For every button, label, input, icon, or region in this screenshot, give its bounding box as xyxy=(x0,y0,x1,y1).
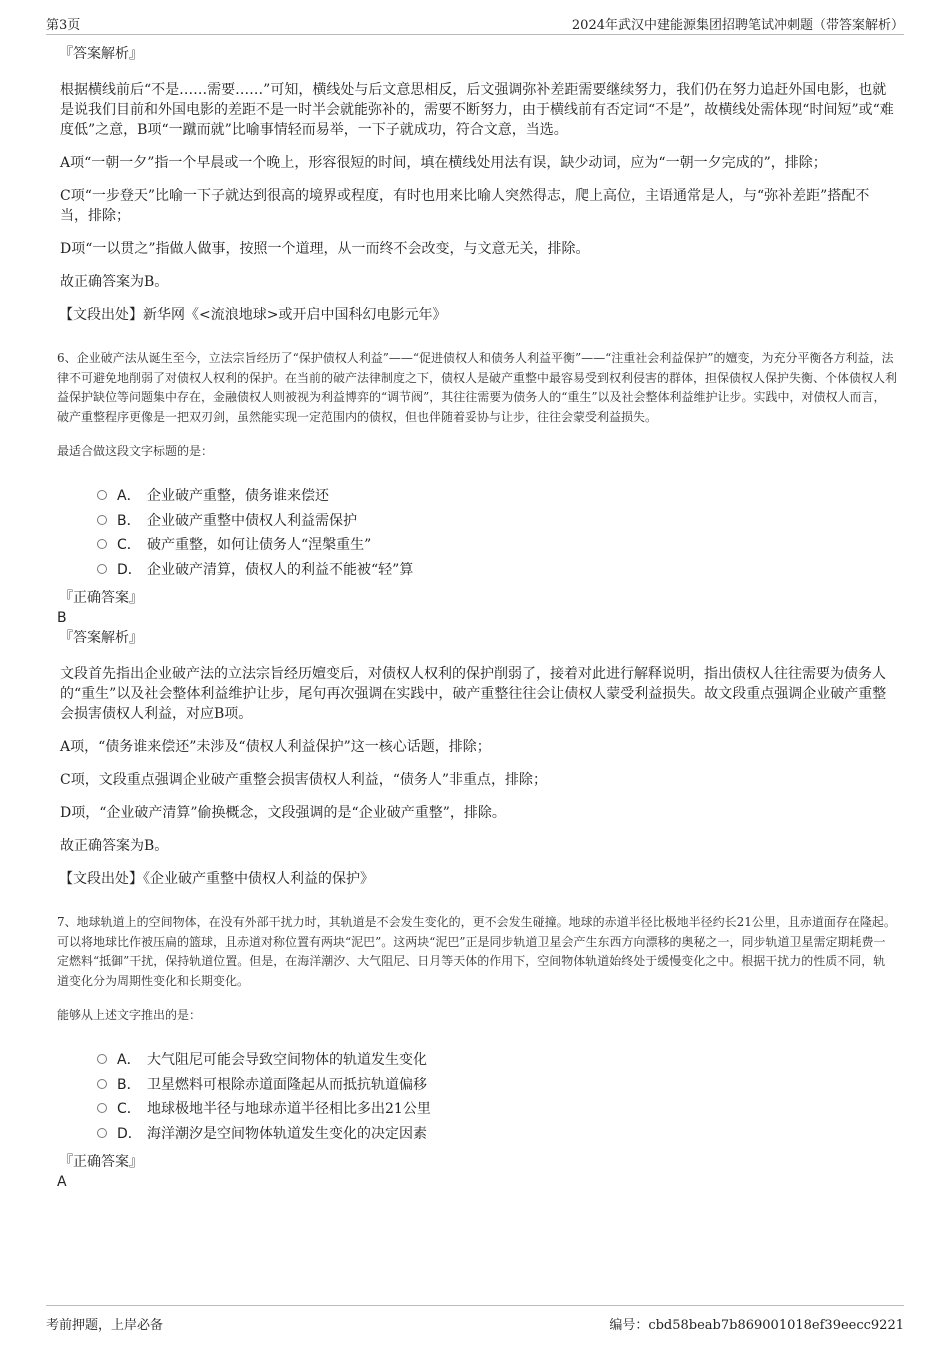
question-7 xyxy=(57,913,897,1192)
option-a[interactable] xyxy=(97,484,897,509)
footer-slogan: 考前押题，上岸必备 xyxy=(46,1318,164,1333)
analysis-paragraph: A项，“债务谁来偿还”未涉及“债权人利益保护”这一核心话题，排除； xyxy=(60,739,491,755)
analysis-label: 『答案解析』 xyxy=(59,46,143,62)
correct-answer-label: 『正确答案』 xyxy=(59,590,143,606)
question-prompt: 能够从上述文字推出的是： xyxy=(57,1008,202,1022)
correct-answer-label: 『正确答案』 xyxy=(59,1154,143,1170)
analysis-conclusion: 故正确答案为B。 xyxy=(60,274,169,290)
option-letter: C． xyxy=(117,1101,141,1117)
analysis-conclusion: 故正确答案为B。 xyxy=(60,838,169,854)
document-title: 2024年武汉中建能源集团招聘笔试冲刺题（带答案解析） xyxy=(571,18,904,33)
radio-button-icon[interactable] xyxy=(97,539,107,549)
option-letter: A． xyxy=(117,1052,141,1068)
analysis-label: 『答案解析』 xyxy=(59,630,143,646)
option-c[interactable] xyxy=(97,533,897,558)
page-number: 第3页 xyxy=(46,18,81,33)
option-d[interactable] xyxy=(97,1122,897,1147)
analysis-paragraph: C项“一步登天”比喻一下子就达到很高的境界或程度，有时也用来比喻人突然得志，爬上高位，主语通常是人，与“弥补差距”搭配不当，排除； xyxy=(60,188,870,224)
question-prompt: 最适合做这段文字标题的是： xyxy=(57,444,214,458)
analysis-paragraph: C项，文段重点强调企业破产重整会损害债权人利益，“债务人”非重点，排除； xyxy=(60,772,548,788)
option-text: 卫星燃料可根除赤道面隆起从而抵抗轨道偏移 xyxy=(147,1076,427,1093)
option-b[interactable] xyxy=(97,509,897,534)
option-text: 地球极地半径与地球赤道半径相比多出21公里 xyxy=(147,1101,431,1117)
radio-button-icon[interactable] xyxy=(97,1128,107,1138)
option-text: 企业破产重整中债权人利益需保护 xyxy=(147,512,357,529)
option-letter: A． xyxy=(117,488,141,504)
option-c[interactable] xyxy=(97,1097,897,1122)
radio-button-icon[interactable] xyxy=(97,564,107,574)
source-citation: 【文段出处】《企业破产重整中债权人利益的保护》 xyxy=(59,871,374,887)
radio-button-icon[interactable] xyxy=(97,1079,107,1089)
radio-button-icon[interactable] xyxy=(97,1054,107,1064)
page-content xyxy=(57,44,897,1192)
option-letter: B． xyxy=(117,512,141,529)
question-text: 6、企业破产法从诞生至今，立法宗旨经历了“保护债权人利益”——“促进债权人和债务人利益平衡”——“注重社会利益保护”的嬗变，为充分平衡各方利益，法律不可避免地削弱了对债权人权利的保护。在当前的破产法律制度之下，债权人是破产重整中最容易受到权利侵害的群体，担保债权人保护失衡、个体债权人利益保护缺位等问题集中存在，金融债权人则被视为利益博弈的“调节阀”，其往往需要为债务人的“重生”以及社会整体利益维护让步。实践中，对债权人而言，破产重整程序更像是一把双刃剑，虽然能实现一定范围内的债权，但也伴随着妥协与让步，往往会蒙受利益损失。 xyxy=(57,351,898,424)
page-footer xyxy=(46,1305,904,1336)
analysis-paragraph: 根据横线前后“不是……需要……”可知，横线处与后文意思相反，后文强调弥补差距需要继续努力，我们仍在努力追赶外国电影，也就是说我们目前和外国电影的差距不是一时半会就能弥补的，需要不断努力，由于横线前有否定词“不是”，故横线处需体现“时间短”或“难度低”之意，B项“一蹴而就”比喻事情轻而易举，一下子就成功，符合文意，当选。 xyxy=(60,82,894,138)
document-code: 编号：cbd58beab7b869001018ef39eecc9221 xyxy=(609,1318,904,1333)
option-text: 企业破产清算，债权人的利益不能被“轻”算 xyxy=(147,561,414,578)
option-letter: B． xyxy=(117,1076,141,1093)
option-text: 大气阻尼可能会导致空间物体的轨道发生变化 xyxy=(147,1052,427,1068)
option-letter: D． xyxy=(117,1125,142,1142)
option-letter: D． xyxy=(117,561,142,578)
radio-button-icon[interactable] xyxy=(97,490,107,500)
option-b[interactable] xyxy=(97,1073,897,1098)
analysis-paragraph: 文段首先指出企业破产法的立法宗旨经历嬗变后，对债权人权利的保护削弱了，接着对此进行解释说明，指出债权人往往需要为债务人的“重生”以及社会整体利益维护让步，尾句再次强调在实践中，破产重整往往会让债权人蒙受利益损失。故文段重点强调企业破产重整会损害债权人利益，对应B项。 xyxy=(60,666,887,722)
option-d[interactable] xyxy=(97,558,897,583)
option-text: 破产重整，如何让债务人“涅槃重生” xyxy=(147,537,372,553)
analysis-paragraph: D项，“企业破产清算”偷换概念，文段强调的是“企业破产重整”，排除。 xyxy=(60,805,506,821)
analysis-paragraph: A项“一朝一夕”指一个早晨或一个晚上，形容很短的时间，填在横线处用法有误，缺少动词，应为“一朝一夕完成的”，排除； xyxy=(60,155,827,171)
radio-button-icon[interactable] xyxy=(97,515,107,525)
option-a[interactable] xyxy=(97,1048,897,1073)
question-6 xyxy=(57,349,897,889)
option-list xyxy=(97,484,897,582)
page-header xyxy=(46,12,904,35)
prev-question-analysis xyxy=(57,44,897,325)
source-citation: 【文段出处】新华网《<流浪地球>或开启中国科幻电影元年》 xyxy=(59,307,447,323)
correct-answer-value: B xyxy=(57,610,67,626)
correct-answer-value: A xyxy=(57,1174,67,1190)
option-letter: C． xyxy=(117,537,141,553)
radio-button-icon[interactable] xyxy=(97,1103,107,1113)
option-text: 企业破产重整，债务谁来偿还 xyxy=(147,488,329,504)
option-text: 海洋潮汐是空间物体轨道发生变化的决定因素 xyxy=(147,1125,427,1142)
question-6-analysis xyxy=(57,664,897,889)
analysis-paragraph: D项“一以贯之”指做人做事，按照一个道理，从一而终不会改变，与文意无关，排除。 xyxy=(60,241,590,257)
option-list xyxy=(97,1048,897,1146)
question-text: 7、地球轨道上的空间物体，在没有外部干扰力时，其轨道是不会发生变化的，更不会发生碰撞。地球的赤道半径比极地半径约长21公里，且赤道面存在隆起。可以将地球比作被压扁的篮球，且赤道对称位置有两块“泥巴”。这两块“泥巴”正是同步轨道卫星会产生东西方向漂移的奥秘之一，同步轨道卫星需定期耗费一定燃料“抵御”干扰，保持轨道位置。但是，在海洋潮汐、大气阻尼、日月等天体的作用下，空间物体轨道始终处于缓慢变化之中。根据干扰力的性质不同，轨道变化分为周期性变化和长期变化。 xyxy=(57,915,896,988)
